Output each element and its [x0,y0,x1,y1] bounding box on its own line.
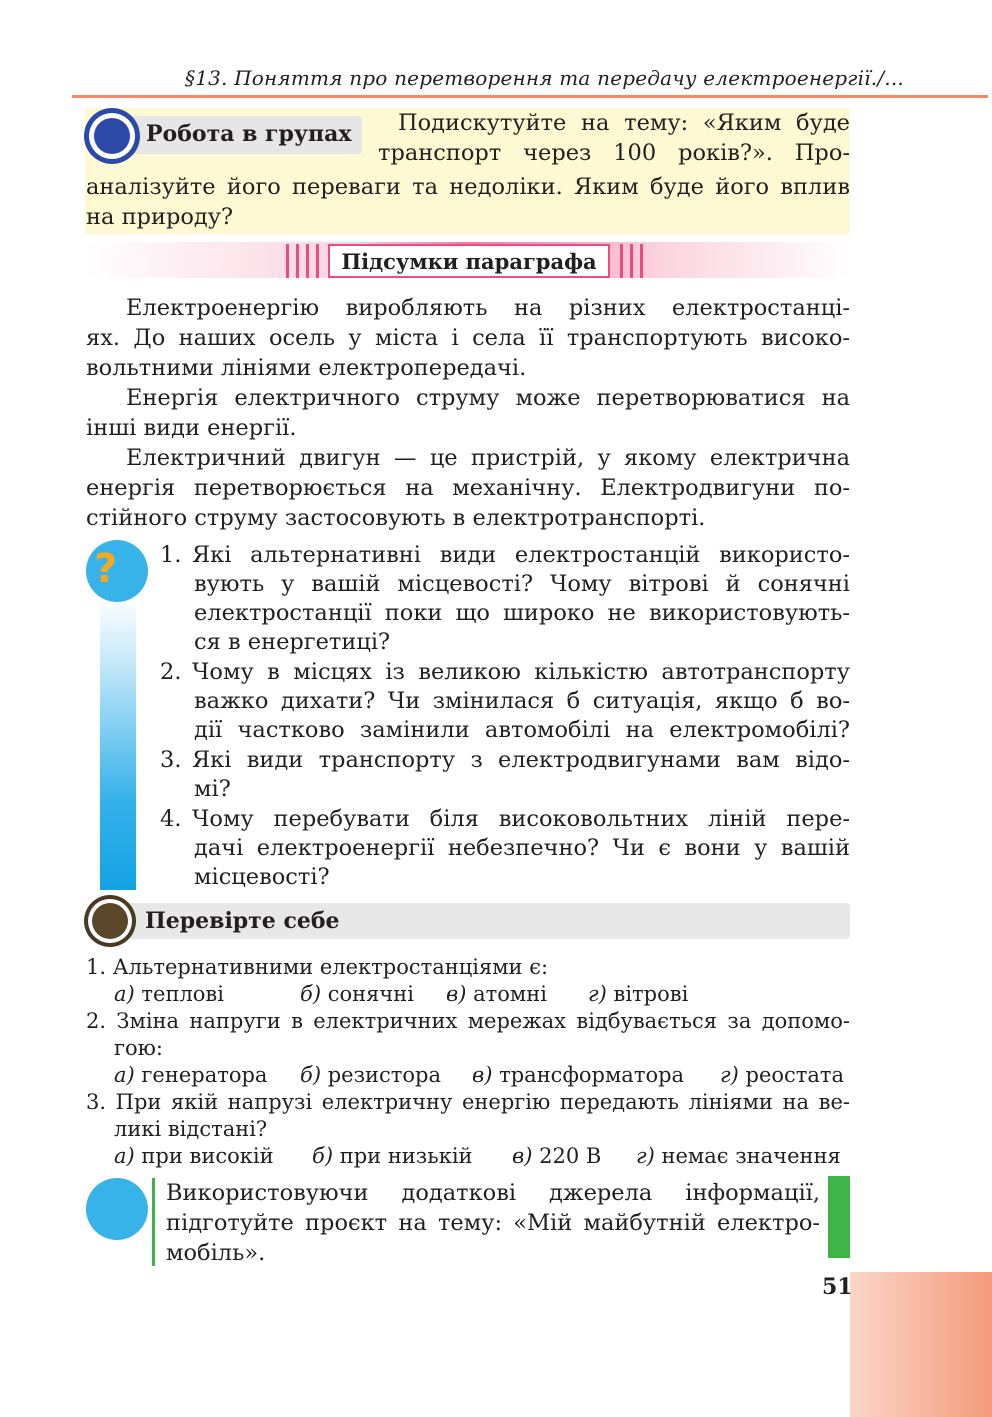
test-3-question-line-2: ликі відстані? [114,1117,268,1141]
test-2-question-line-1: 2. Зміна напруги в електричних мережах відбувається за допомо- [86,1009,850,1033]
group-line-2: транспорт через 100 років?». Про- [378,140,850,166]
running-header: §13. Поняття про перетворення та передачу електроенергії./... [185,66,904,90]
summary-line-2: ях. До наших осель у міста і села її транспортують високо- [86,325,850,351]
summary-line-3: вольтними лініями електропередачі. [86,355,527,381]
summary-stripe [630,244,633,278]
summary-stripe [316,244,319,278]
self-check-circle-icon-core [92,903,128,939]
test-2-option-a: а) генератора [114,1063,268,1087]
question-1-line-4: ся в енергетиці? [194,629,391,655]
header-rule [72,95,988,98]
project-line-3: мобіль». [166,1240,266,1266]
project-left-rule [152,1178,155,1266]
test-1-option-c: в) атомні [446,982,547,1006]
test-2-option-c: в) трансформатора [472,1063,685,1087]
project-right-bar [828,1176,850,1258]
summary-line-1: Електроенергію виробляють на різних електростанці- [126,295,850,321]
test-1-option-a: а) теплові [114,982,224,1006]
question-3-line-1: Які види транспорту з електродвигунами вам відо- [192,747,850,773]
summary-stripe [286,244,289,278]
test-3-option-b: б) при низькій [312,1144,473,1168]
test-1-option-d: г) вітрові [588,982,689,1006]
question-mark-icon: ? [94,546,118,592]
group-line-1: Подискутуйте на тему: «Яким буде [398,110,850,136]
summary-line-5: інші види енергії. [86,415,297,441]
test-3-option-d: г) немає значення [636,1144,841,1168]
page-corner-decoration [850,1272,992,1417]
summary-title: Підсумки параграфа [341,249,597,274]
questions-side-bar [100,596,136,890]
question-number: 1. [160,542,182,568]
question-2-line-3: дії частково замінили автомобілі на електромобілі? [194,717,850,743]
summary-stripe [296,244,299,278]
group-line-3: аналізуйте його переваги та недоліки. Яким буде його вплив [86,174,850,200]
question-number: 2. [160,659,182,685]
summary-line-8: стійного струму застосовують в електротранспорті. [86,505,706,531]
test-3-option-a: а) при високій [114,1144,274,1168]
summary-stripe [620,244,623,278]
test-2-option-d: г) реостата [720,1063,845,1087]
question-2-line-2: важко дихати? Чи змінилася б ситуація, якщо б во- [194,688,850,714]
test-1-question: 1. Альтернативними електростанціями є: [86,955,549,979]
test-3-option-c: в) 220 В [512,1144,602,1168]
summary-stripe [306,244,309,278]
summary-stripe [640,244,643,278]
project-line-2: підготуйте проєкт на тему: «Мій майбутній електро- [166,1210,820,1236]
self-check-title: Перевірте себе [145,908,340,934]
summary-line-6: Електричний двигун — це пристрій, у якому електрична [126,445,850,471]
question-1-line-1: Які альтернативні види електростанцій використо- [192,542,850,568]
group-circle-icon-core [94,118,130,154]
page-number: 51 [822,1274,853,1300]
question-number: 3. [160,747,182,773]
group-work-title: Робота в групах [146,121,352,147]
test-1-option-b: б) сонячні [300,982,414,1006]
test-3-question-line-1: 3. При якій напрузі електричну енергію передають лініями на ве- [86,1090,850,1114]
project-line-1: Використовуючи додаткові джерела інформації, [166,1180,820,1206]
test-2-option-b: б) резистора [300,1063,442,1087]
question-number: 4. [160,806,182,832]
question-3-line-2: мі? [194,776,231,802]
question-1-line-2: вують у вашій місцевості? Чому вітрові й сонячні [194,571,850,597]
question-4-line-2: дачі електроенергії небезпечно? Чи є вони у вашій [194,835,850,861]
question-4-line-3: місцевості? [194,864,330,890]
test-2-question-line-2: гою: [114,1036,164,1060]
project-robot-icon [86,1178,148,1240]
question-2-line-1: Чому в місцях із великою кількістю автотранспорту [192,659,850,685]
summary-line-7: енергія перетворюється на механічну. Електродвигуни по- [86,475,850,501]
group-line-4: на природу? [86,204,234,230]
question-1-line-3: електростанції поки що широко не використовують- [194,600,850,626]
summary-line-4: Енергія електричного струму може перетворюватися на [126,385,850,411]
question-4-line-1: Чому перебувати біля високовольтних ліній пере- [192,806,850,832]
